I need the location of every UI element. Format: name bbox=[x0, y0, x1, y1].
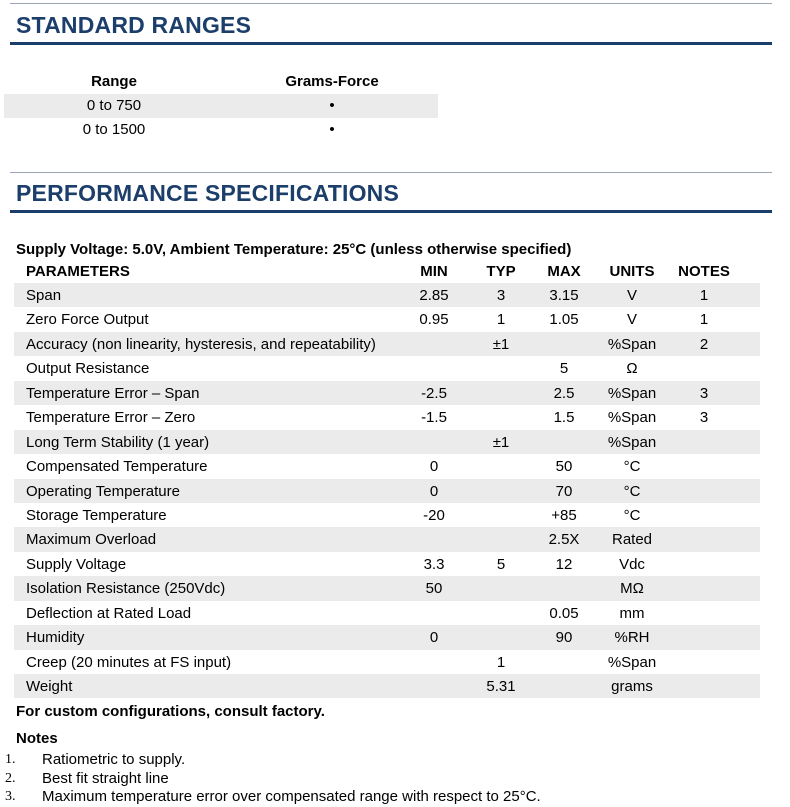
typ-header: TYP bbox=[486, 263, 516, 280]
units-value: %RH bbox=[614, 629, 650, 647]
table-row bbox=[4, 118, 438, 142]
min-value: 0 bbox=[429, 482, 439, 500]
note-ref: 3 bbox=[699, 384, 709, 402]
units-value: %Span bbox=[607, 409, 657, 427]
units-value: MΩ bbox=[620, 580, 644, 598]
specs-body bbox=[14, 283, 760, 698]
parameter-name: Output Resistance bbox=[26, 360, 150, 378]
table-row bbox=[14, 381, 760, 405]
note-text: Best fit straight line bbox=[42, 769, 169, 787]
table-row bbox=[14, 405, 760, 429]
bullet-mark: • bbox=[329, 97, 335, 114]
performance-title: PERFORMANCE SPECIFICATIONS bbox=[16, 180, 400, 206]
table-row bbox=[14, 479, 760, 503]
units-value: %Span bbox=[607, 653, 657, 671]
units-value: V bbox=[626, 287, 637, 304]
table-row bbox=[14, 430, 760, 454]
performance-rule bbox=[10, 210, 772, 213]
units-value: grams bbox=[611, 678, 653, 695]
table-row bbox=[14, 527, 760, 551]
standard-ranges-rule bbox=[10, 42, 772, 45]
min-value: 0 bbox=[429, 458, 439, 476]
note-ref: 1 bbox=[699, 311, 709, 329]
notes-header: NOTES bbox=[678, 263, 730, 280]
table-row bbox=[14, 601, 760, 625]
min-value: -2.5 bbox=[421, 384, 447, 402]
typ-value: ±1 bbox=[492, 335, 510, 353]
table-row bbox=[14, 552, 760, 576]
range-value: 0 to 1500 bbox=[82, 121, 146, 138]
min-value: -1.5 bbox=[421, 409, 447, 427]
notes-title: Notes bbox=[16, 730, 58, 747]
top-divider bbox=[10, 3, 772, 4]
min-value: 0.95 bbox=[419, 311, 449, 329]
note-text: Ratiometric to supply. bbox=[42, 751, 186, 768]
parameter-name: Creep (20 minutes at FS input) bbox=[26, 653, 232, 671]
custom-config-note: For custom configurations, consult factory. bbox=[16, 703, 325, 720]
parameter-name: Compensated Temperature bbox=[26, 458, 208, 476]
table-row bbox=[14, 307, 760, 331]
typ-value: ±1 bbox=[492, 433, 510, 451]
units-value: %Span bbox=[607, 384, 657, 402]
specs-header-row bbox=[14, 259, 760, 283]
note-number: 2. bbox=[5, 770, 16, 786]
table-row bbox=[14, 283, 760, 307]
range-value: 0 to 750 bbox=[86, 97, 142, 114]
parameter-name: Long Term Stability (1 year) bbox=[26, 433, 210, 451]
max-value: 70 bbox=[555, 482, 573, 500]
table-row bbox=[14, 332, 760, 356]
table-row bbox=[4, 94, 438, 118]
max-value: 0.05 bbox=[549, 604, 579, 622]
typ-value: 5 bbox=[496, 555, 506, 573]
min-value: -20 bbox=[423, 506, 445, 524]
specs-table bbox=[14, 259, 760, 698]
max-value: +85 bbox=[551, 506, 577, 524]
parameter-name: Accuracy (non linearity, hysteresis, and repeatability) bbox=[26, 335, 376, 353]
spec-conditions: Supply Voltage: 5.0V, Ambient Temperature: 25°C (unless otherwise specified) bbox=[16, 241, 572, 258]
table-row bbox=[14, 576, 760, 600]
parameter-name: Temperature Error – Zero bbox=[26, 409, 196, 427]
units-value: Vdc bbox=[619, 555, 645, 573]
range-header: Range bbox=[91, 73, 137, 90]
notes-list bbox=[0, 751, 790, 807]
parameter-name: Isolation Resistance (250Vdc) bbox=[26, 580, 226, 598]
table-row bbox=[14, 650, 760, 674]
parameter-name: Zero Force Output bbox=[26, 311, 149, 329]
parameter-name: Span bbox=[26, 287, 62, 304]
min-header: MIN bbox=[420, 263, 448, 280]
units-value: °C bbox=[623, 482, 641, 500]
list-item bbox=[0, 788, 790, 807]
table-row bbox=[14, 674, 760, 698]
ranges-header-row bbox=[4, 70, 438, 94]
parameter-name: Temperature Error – Span bbox=[26, 384, 200, 402]
max-header: MAX bbox=[547, 263, 581, 280]
max-value: 2.5 bbox=[553, 384, 575, 402]
grams-force-header: Grams-Force bbox=[285, 73, 379, 90]
note-ref: 2 bbox=[699, 335, 709, 353]
max-value: 2.5X bbox=[548, 531, 580, 549]
note-text: Maximum temperature error over compensated range with respect to 25°C. bbox=[42, 788, 541, 805]
note-number: 3. bbox=[5, 789, 16, 804]
min-value: 0 bbox=[429, 629, 439, 647]
units-value: %Span bbox=[607, 433, 657, 451]
units-value: %Span bbox=[607, 335, 657, 353]
units-value: °C bbox=[623, 458, 641, 476]
table-row bbox=[14, 356, 760, 380]
units-value: V bbox=[626, 311, 637, 329]
parameter-name: Operating Temperature bbox=[26, 482, 180, 500]
parameter-name: Maximum Overload bbox=[26, 531, 157, 549]
note-ref: 1 bbox=[699, 287, 709, 304]
section-divider bbox=[10, 172, 772, 173]
units-header: UNITS bbox=[609, 263, 655, 280]
note-number: 1. bbox=[5, 752, 16, 767]
typ-value: 1 bbox=[496, 653, 506, 671]
max-value: 1.05 bbox=[549, 311, 579, 329]
typ-value: 1 bbox=[496, 311, 506, 329]
parameters-header: PARAMETERS bbox=[26, 263, 130, 280]
max-value: 50 bbox=[555, 458, 573, 476]
min-value: 50 bbox=[425, 580, 443, 598]
max-value: 12 bbox=[555, 555, 573, 573]
max-value: 5 bbox=[559, 360, 569, 378]
max-value: 90 bbox=[555, 629, 573, 647]
units-value: °C bbox=[623, 506, 641, 524]
parameter-name: Humidity bbox=[26, 629, 85, 647]
table-row bbox=[14, 454, 760, 478]
note-ref: 3 bbox=[699, 409, 709, 427]
ranges-table bbox=[4, 70, 438, 142]
bullet-mark: • bbox=[329, 121, 335, 138]
parameter-name: Supply Voltage bbox=[26, 555, 127, 573]
max-value: 3.15 bbox=[549, 287, 579, 304]
min-value: 3.3 bbox=[423, 555, 445, 573]
units-value: Ω bbox=[626, 360, 638, 378]
table-row bbox=[14, 625, 760, 649]
parameter-name: Weight bbox=[26, 678, 73, 695]
table-row bbox=[14, 503, 760, 527]
list-item bbox=[0, 770, 790, 789]
typ-value: 5.31 bbox=[486, 678, 516, 695]
standard-ranges-title: STANDARD RANGES bbox=[16, 12, 252, 38]
list-item bbox=[0, 751, 790, 770]
max-value: 1.5 bbox=[553, 409, 575, 427]
parameter-name: Storage Temperature bbox=[26, 506, 167, 524]
min-value: 2.85 bbox=[419, 287, 449, 304]
parameter-name: Deflection at Rated Load bbox=[26, 604, 192, 622]
units-value: Rated bbox=[611, 531, 653, 549]
typ-value: 3 bbox=[496, 287, 506, 304]
units-value: mm bbox=[619, 604, 645, 622]
